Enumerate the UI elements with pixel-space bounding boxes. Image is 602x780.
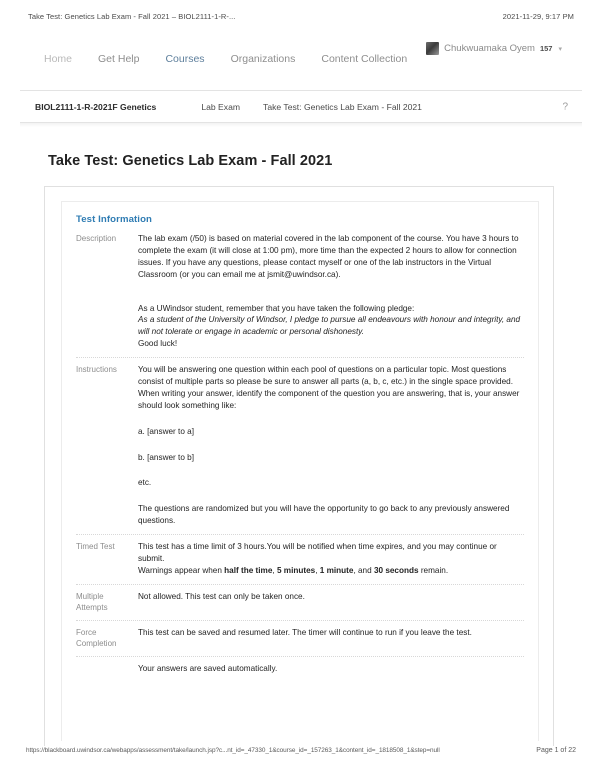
info-label-force-completion: Force Completion — [76, 627, 117, 648]
info-row-timed-test — [76, 534, 524, 584]
instructions-outro: The questions are randomized but you will have the opportunity to go back to any previously answered questions. — [138, 504, 510, 526]
nav-item-courses[interactable]: Courses — [165, 53, 205, 65]
pledge-text: As a student of the University of Windsor, I pledge to pursue all endeavours with honour and integrity, and will not tolerate or engage in academic or personal dishonesty. — [138, 315, 521, 337]
info-value-force-completion: This test can be saved and resumed later. The timer will continue to run if you leave the test. — [138, 627, 472, 637]
warn-30-seconds: 30 seconds — [373, 565, 419, 575]
section-title-test-information: Test Information — [76, 214, 152, 225]
print-footer-page-number: Page 1 of 22 — [536, 747, 576, 754]
info-label-description: Description — [76, 234, 117, 243]
pledge-closing: Good luck! — [138, 339, 178, 349]
user-name: Chukwuamaka Oyem — [444, 43, 535, 54]
print-header-timestamp: 2021-11-29, 9:17 PM — [502, 12, 574, 21]
test-information-card — [44, 186, 554, 746]
user-avatar-icon — [426, 42, 439, 55]
chevron-down-icon[interactable]: ▾ — [558, 45, 562, 53]
warn-1-minute: 1 minute — [319, 565, 354, 575]
nav-item-content-collection[interactable]: Content Collection — [321, 53, 408, 65]
breadcrumb-item-take-test[interactable]: Take Test: Genetics Lab Exam - Fall 2021 — [263, 101, 422, 112]
warn-suffix: remain. — [418, 565, 449, 575]
info-label-instructions: Instructions — [76, 365, 117, 375]
print-footer-url: https://blackboard.uwindsor.ca/webapps/assessment/take/launch.jsp?c...nt_id=_47330_1&course_id=_157263_1&content_id=_1818508_1&step=null — [26, 747, 440, 754]
warn-sep-3: , and — [353, 565, 374, 575]
instructions-example-b: b. [answer to b] — [138, 452, 194, 462]
breadcrumb — [20, 90, 582, 123]
info-row-force-completion — [76, 620, 524, 656]
page-title: Take Test: Genetics Lab Exam - Fall 2021 — [48, 152, 333, 169]
instructions-intro: You will be answering one question within each pool of questions on a particular topic. Most questions consist of multiple parts so please be sure to answer all parts (a, b, c, etc.) in the single space provided. When writing your answer, identify the component of the question you are answering, that is, your answer should look something like: — [138, 365, 520, 410]
info-label-timed-test: Timed Test — [76, 542, 115, 552]
test-information-list — [76, 233, 524, 682]
test-information-panel — [61, 201, 539, 741]
print-header-title: Take Test: Genetics Lab Exam - Fall 2021 – BIOL2111-1-R-... — [28, 12, 236, 21]
info-value-multiple-attempts: Not allowed. This test can only be taken once. — [138, 591, 305, 601]
info-label-autosave — [76, 663, 138, 675]
global-nav-links — [44, 53, 407, 65]
nav-item-get-help[interactable]: Get Help — [98, 53, 140, 65]
instructions-example-a: a. [answer to a] — [138, 426, 194, 436]
description-spacer — [138, 289, 524, 303]
nav-item-home[interactable]: Home — [44, 53, 73, 65]
pledge-intro: As a UWindsor student, remember that you have taken the following pledge: — [138, 303, 415, 313]
notification-badge: 157 — [539, 44, 553, 53]
warn-prefix: Warnings appear when — [138, 565, 225, 575]
info-row-autosave — [76, 656, 524, 682]
timed-test-line-1: This test has a time limit of 3 hours.You will be notified when time expires, and you may continue or submit. — [138, 542, 497, 564]
info-label-multiple-attempts: Multiple Attempts — [76, 591, 108, 612]
nav-item-organizations[interactable]: Organizations — [230, 53, 296, 65]
info-value-timed-test — [138, 541, 524, 577]
info-value-description — [138, 233, 524, 350]
info-value-instructions — [138, 364, 524, 527]
warn-sep-2: , — [315, 565, 320, 575]
breadcrumb-item-lab-exam[interactable]: Lab Exam — [201, 101, 241, 112]
info-row-multiple-attempts — [76, 584, 524, 620]
warn-5-minutes: 5 minutes — [276, 565, 316, 575]
user-menu[interactable] — [426, 42, 562, 55]
instructions-example-etc: etc. — [138, 478, 152, 488]
info-row-description — [76, 233, 524, 357]
print-footer — [0, 747, 602, 754]
breadcrumb-course[interactable]: BIOL2111-1-R-2021F Genetics — [35, 101, 157, 112]
print-header — [0, 12, 602, 21]
breadcrumb-shadow — [20, 123, 582, 127]
timed-test-warnings — [138, 565, 524, 577]
warn-half-the-time: half the time — [224, 565, 273, 575]
help-icon[interactable]: ? — [562, 101, 568, 112]
info-row-instructions — [76, 357, 524, 534]
description-paragraph: The lab exam (/50) is based on material covered in the lab component of the course. You have 3 hours to complete the exam (it will close at 1:00 pm), more time than the expected 2 hours to allow for connection issues. If you have any questions, please contact myself or one of the lab instructors in the Virtual Classroom (or you can email me at jsmit@uwindsor.ca). — [138, 234, 519, 279]
info-value-autosave: Your answers are saved automatically. — [138, 663, 278, 673]
warn-sep-1: , — [272, 565, 277, 575]
